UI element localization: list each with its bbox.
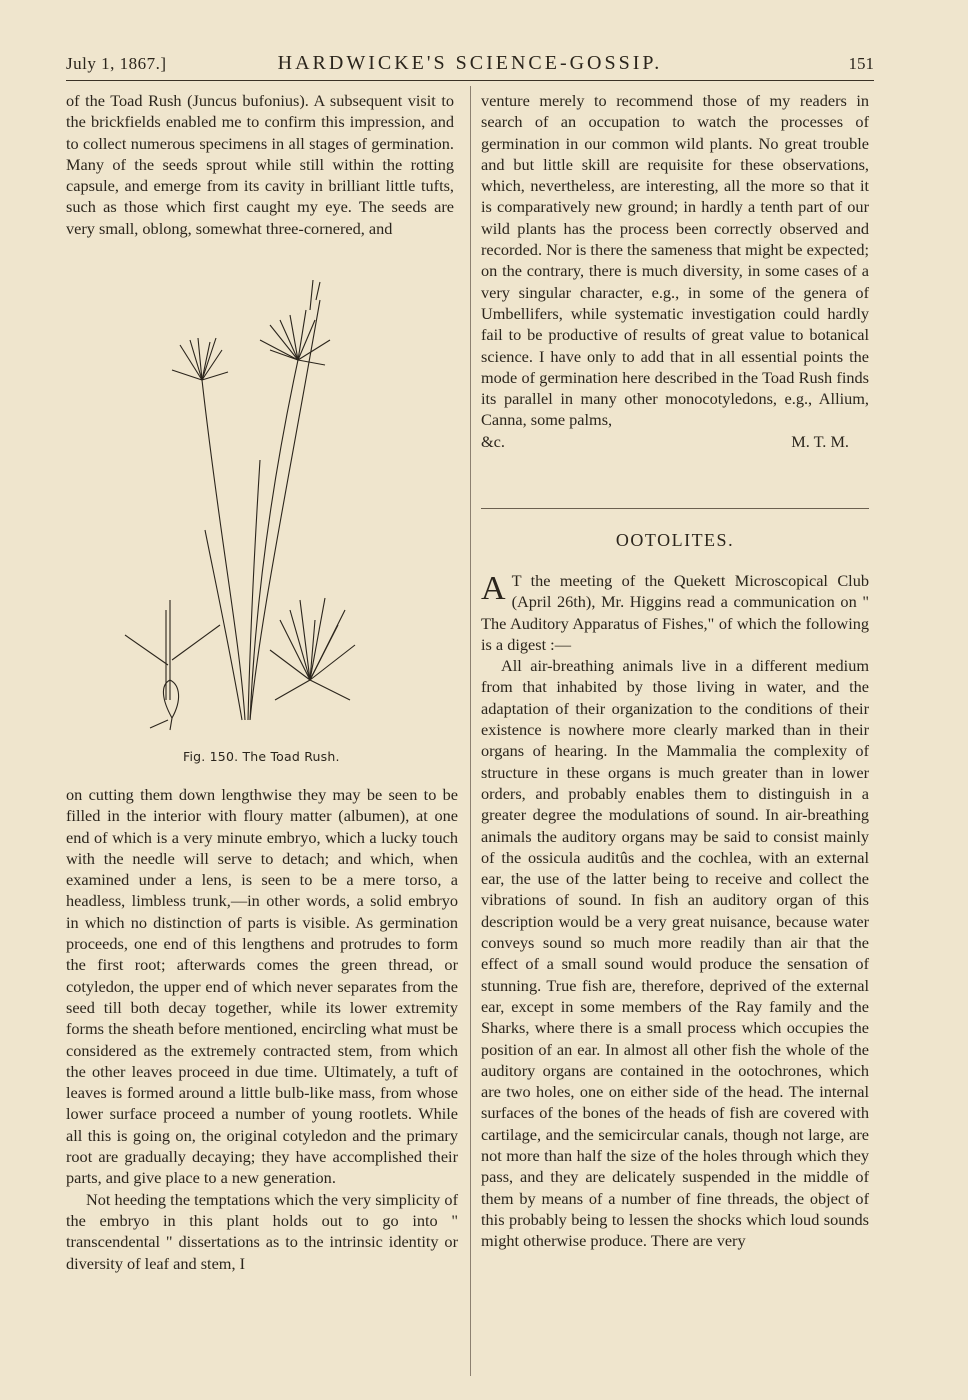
header-title: HARDWICKE'S SCIENCE-GOSSIP. (277, 52, 663, 74)
left-column-top (66, 90, 454, 239)
paragraph: on cutting them down lengthwise they may be seen to be filled in the interior with floury matter (albumen), at one end of which is a very minute embryo, which a lucky touch with the needle will serve to detach; and which, when examined under a lens, is seen to be a mere torso, a headless, limbless trunk,—in other words, a solid embryo in which no distinction of parts is visible. As germination proceeds, one end of this lengthens and protrudes to form the first root; afterwards comes the green thread, or cotyledon, the upper end of which never separates from the seed till both decay together, while its lower extremity forms the sheath before mentioned, encircling what must be considered as the extremely contracted stem, from which the other leaves proceed in due time. Ultimately, a tuft of leaves is formed around a little bulb-like mass, from whose lower surface proceed a number of young rootlets. While all this is going on, the original cotyledon and the primary root are gradually decaying; they have accomplished their parts, and give place to a new generation. (66, 785, 458, 1188)
paragraph: venture merely to recommend those of my readers in search of an occupation to watch the processes of germination in our common wild plants. No great trouble and but little skill are requisite for these observations, which, nevertheless, are interesting, all the more so that it is comparatively new ground; in hardly a tenth part of our wild plants has the process been correctly observed and recorded. Nor is there the sameness that might be expected; on the contrary, there is much diversity, in some cases of a very singular character, e.g., in some of the genera of Umbellifers, while systematic investigation could hardly fail to be productive of results of great value to botanical science. I have only to add that in all essential points the mode of germination here described in the Toad Rush finds its parallel in many other monocotyledons, e.g., Allium, Canna, some palms, (481, 91, 869, 430)
figure-caption: Fig. 150. The Toad Rush. (183, 749, 340, 764)
section-rule (481, 508, 869, 509)
right-column-bottom (481, 570, 869, 1252)
header-date: July 1, 1867.] (66, 54, 167, 73)
header-rule (66, 80, 874, 81)
left-column-bottom (66, 784, 458, 1274)
paragraph (481, 570, 869, 655)
author-signature: M. T. M. (791, 431, 849, 451)
paragraph: All air-breathing animals live in a different medium from that inhabited by those living in water, and the adaptation of their organization to the conditions of their existence is nowhere more clearly marked than in their organs of hearing. In the Mammalia the complexity of structure in these organs is much greater than in lower orders, and probably enables them to distinguish in a greater degree the modulations of sound. In air-breathing animals the auditory organs may be said to consist mainly of the ossicula auditûs and the cochlea, with an external ear, the use of the latter being to receive and collect the vibrations of sound. In fish an auditory organ of this description would be a very great nuisance, because water conveys sound so much more readily than air that the effect of a small sound would produce the sensation of stunning. True fish are, therefore, deprived of the external ear, except in some members of the Ray family and the Sharks, where there is a small process which occupies the position of an ear. In almost all other fish the whole of the auditory organs are contained in the ootochrones, which are two holes, one on either side of the head. The internal surfaces of the bones of the heads of fish are covered with cartilage, and the semicircular canals, though not large, are not more than half the size of the holes through which they pass, and they are delicately suspended in the middle of them by means of a number of fine threads, the object of this probably being to lessen the shocks which loud sounds might otherwise produce. There are very (481, 656, 869, 1251)
toad-rush-drawing (110, 280, 400, 740)
signature-line (481, 431, 869, 452)
column-divider (470, 86, 471, 1376)
drop-cap: A (481, 570, 506, 607)
page-number: 151 (848, 54, 874, 73)
paragraph: of the Toad Rush (Juncus bufonius). A subsequent visit to the brickfields enabled me to confirm this impression, and to collect numerous specimens in all stages of germination. Many of the seeds sprout while still within the rotting capsule, and emerge from its cavity in brilliant little tufts, such as those which first caught my eye. The seeds are very small, oblong, somewhat three-cornered, and (66, 91, 454, 238)
paragraph-text: T the meeting of the Quekett Microscopical Club (April 26th), Mr. Higgins read a communication on " The Auditory Apparatus of Fishes," of which the following is a digest :— (481, 571, 869, 654)
paragraph: Not heeding the temptations which the very simplicity of the embryo in this plant holds out to go into " transcendental " dissertations as to the intrinsic identity or diversity of leaf and stem, I (66, 1189, 458, 1273)
paragraph-end: &c. (481, 431, 505, 451)
toad-rush-illustration (110, 280, 400, 740)
section-title: OOTOLITES. (615, 530, 735, 550)
right-column-top (481, 90, 869, 452)
running-header (66, 50, 874, 78)
